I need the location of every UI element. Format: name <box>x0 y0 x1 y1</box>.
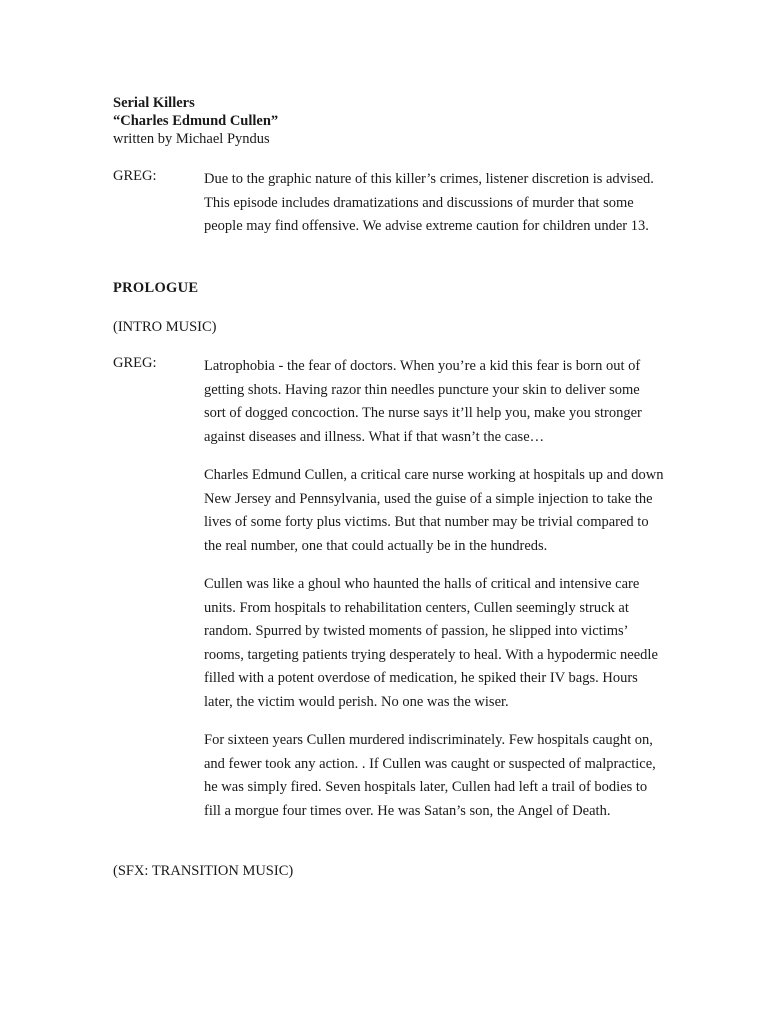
script-header <box>113 94 278 148</box>
series-title: Serial Killers <box>113 95 195 111</box>
section-heading: PROLOGUE <box>113 280 199 296</box>
monologue-paragraph: Latrophobia - the fear of doctors. When you’re a kid this fear is born out of getting shots. Having razor thin needles puncture your skin to deliver some sort of dogged concoction. The nurse says it’ll help you, make you stronger against diseases and illness. What if that wasn’t the case… <box>204 358 642 445</box>
intro-music-cue: (INTRO MUSIC) <box>113 319 217 335</box>
episode-title: “Charles Edmund Cullen” <box>113 113 279 129</box>
disclaimer-text: Due to the graphic nature of this killer’s crimes, listener discretion is advised. This episode includes dramatizations and discussions of murder that some people may find offensive. We advise extreme caution for children under 13. <box>204 171 654 234</box>
byline: written by Michael Pyndus <box>113 131 270 147</box>
speaker-label: GREG: <box>113 168 157 184</box>
disclaimer-block <box>113 168 658 239</box>
speaker-label: GREG: <box>113 355 157 371</box>
transition-music-cue: (SFX: TRANSITION MUSIC) <box>113 863 294 879</box>
monologue-paragraph: Cullen was like a ghoul who haunted the halls of critical and intensive care units. From hospitals to rehabilitation centers, Cullen seemingly struck at random. Spurred by twisted moments of passion, he slipped into victims’ rooms, targeting patients trying desperately to heal. With a hypodermic needle filled with a potent overdose of medication, he spiked their IV bags. Hours later, the victim would perish. No one was the wiser. <box>204 576 658 710</box>
monologue-paragraph: For sixteen years Cullen murdered indiscriminately. Few hospitals caught on, and fewer took any action. . If Cullen was caught or suspected of malpractice, he was simply fired. Seven hospitals later, Cullen had left a trail of bodies to fill a morgue four times over. He was Satan’s son, the Angel of Death. <box>204 732 656 819</box>
monologue-paragraph: Charles Edmund Cullen, a critical care nurse working at hospitals up and down New Jersey and Pennsylvania, used the guise of a simple injection to take the lives of some forty plus victims. But that number may be trivial compared to the real number, one that could actually be in the hundreds. <box>204 467 664 554</box>
monologue-block <box>113 355 664 823</box>
